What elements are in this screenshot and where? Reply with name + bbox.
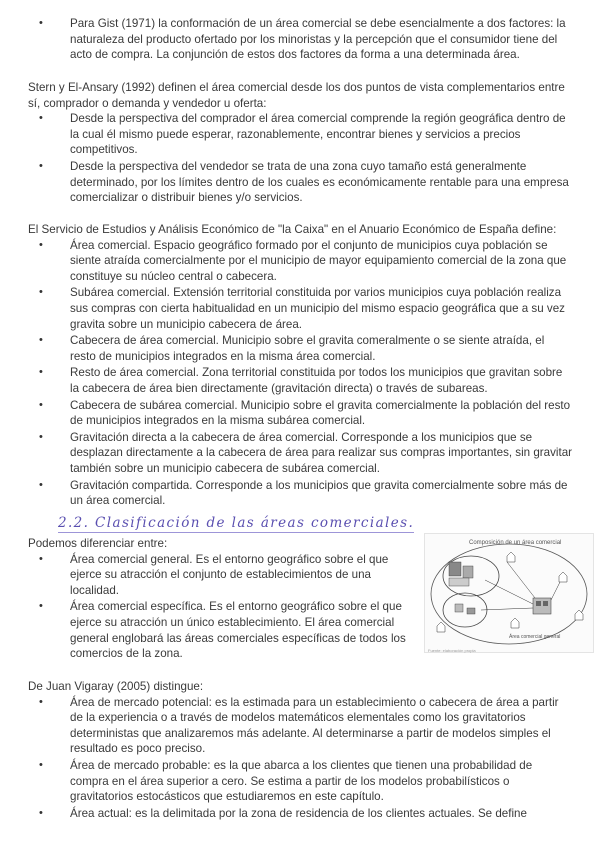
vigaray-section: [28, 679, 572, 822]
section-heading: 2.2. Clasificación de las áreas comerciales.: [58, 515, 415, 531]
list-item: • Desde la perspectiva del comprador el área comercial comprende la región geográfica dentro de la cual él mismo puede esperar, razonablemente, encontrar bienes y servicios a precios competitivos.: [28, 111, 572, 158]
caixa-section: [28, 222, 572, 510]
list-item: • Área comercial general. Es el entorno geográfico sobre el que ejerce su atracción el conjunto de establecimientos de una localidad.: [28, 552, 416, 599]
figure-title: Composición de un área comercial: [469, 540, 562, 546]
caixa-list: [28, 238, 572, 509]
paragraph-vigaray-intro: De Juan Vigaray (2005) distingue:: [28, 680, 204, 693]
diferenciar-list: [28, 552, 416, 662]
gist-list: [28, 16, 572, 63]
list-item: • Para Gist (1971) la conformación de un área comercial se debe esencialmente a dos factores: la naturaleza del producto ofertado por los minoristas y la percepción que el consumidor tiene del acto de compra. La conjunción de estos dos factores da forma a una determinada área.: [28, 16, 572, 63]
list-item: • Gravitación compartida. Corresponde a los municipios que gravita comercialmente sobre más de un área comercial.: [28, 478, 572, 509]
list-item: • Área de mercado probable: es la que abarca a los clientes que tienen una probabilidad de compra en el área superior a cero. Se estima a partir de los modelos probabilísticos o gravitatorios estocásticos que estudiaremos en este capítulo.: [28, 758, 572, 805]
list-item: • Área comercial específica. Es el entorno geográfico sobre el que ejerce su atracción un único establecimiento. El área comercial general englobará las áreas comerciales específicas de todos los comercios de la zona.: [28, 599, 416, 661]
stern-section: [28, 80, 572, 207]
list-item: • Resto de área comercial. Zona territorial constituida por todos los municipios que gravitan sobre la cabecera de área bien directamente (gravitación directa) o través de subareas.: [28, 365, 572, 396]
area-comercial-figure: [424, 533, 594, 653]
figure-caption: Área comercial general: [509, 634, 561, 640]
list-item: • Gravitación directa a la cabecera de área comercial. Corresponde a los municipios que se desplazan directamente a la cabecera de área para realizar sus compras importantes, sin gravitar también sobre un municipio cabecera de subárea comercial.: [28, 430, 572, 477]
list-item: • Área actual: es la delimitada por la zona de residencia de los clientes actuales. Se define: [28, 806, 572, 822]
diferenciar-section: [28, 536, 416, 663]
figure-source: Fuente: elaboración propia: [428, 648, 476, 653]
list-item: • Área de mercado potencial: es la estimada para un establecimiento o cabecera de área a partir de la experiencia o a través de modelos matemáticos elementales como los gravitatorios deterministas que analizaremos más adelante. Al determinarse a partir de modelos simples el resultado es poco preciso.: [28, 695, 572, 757]
paragraph-caixa-intro: El Servicio de Estudios y Análisis Económico de "la Caixa" en el Anuario Económico de España define:: [28, 223, 557, 236]
gist-section: [28, 16, 572, 64]
list-item: • Cabecera de subárea comercial. Municipio sobre el gravita comercialmente la población del resto de municipios integrados en la misma subárea comercial.: [28, 398, 572, 429]
vigaray-list: [28, 695, 572, 822]
stern-list: [28, 111, 572, 206]
list-item: • Cabecera de área comercial. Municipio sobre el gravita comeralmente o se siente atraída, el resto de municipios integrados en la misma área comercial.: [28, 333, 572, 364]
paragraph-stern-intro: Stern y El-Ansary (1992) definen el área comercial desde los dos puntos de vista complementarios entre sí, comprador o demanda y vendedor u oferta:: [28, 81, 565, 110]
paragraph-diferenciar-intro: Podemos diferenciar entre:: [28, 537, 168, 550]
list-item: • Área comercial. Espacio geográfico formado por el conjunto de municipios cuya población se siente atraída comercialmente por el municipio de mayor equipamiento comercial de la zona que constituye su núcleo central o cabecera.: [28, 238, 572, 285]
list-item: • Desde la perspectiva del vendedor se trata de una zona cuyo tamaño está generalmente determinado, por los límites dentro de los cuales es económicamente rentable para una empresa comercializar o distribuir bienes y/o servicios.: [28, 159, 572, 206]
list-item: • Subárea comercial. Extensión territorial constituida por varios municipios cuya población realiza sus compras con cierta habitualidad en un municipio del mismo espacio geográfica que a su vez gravita sobre un municipio cabecera de área.: [28, 285, 572, 332]
